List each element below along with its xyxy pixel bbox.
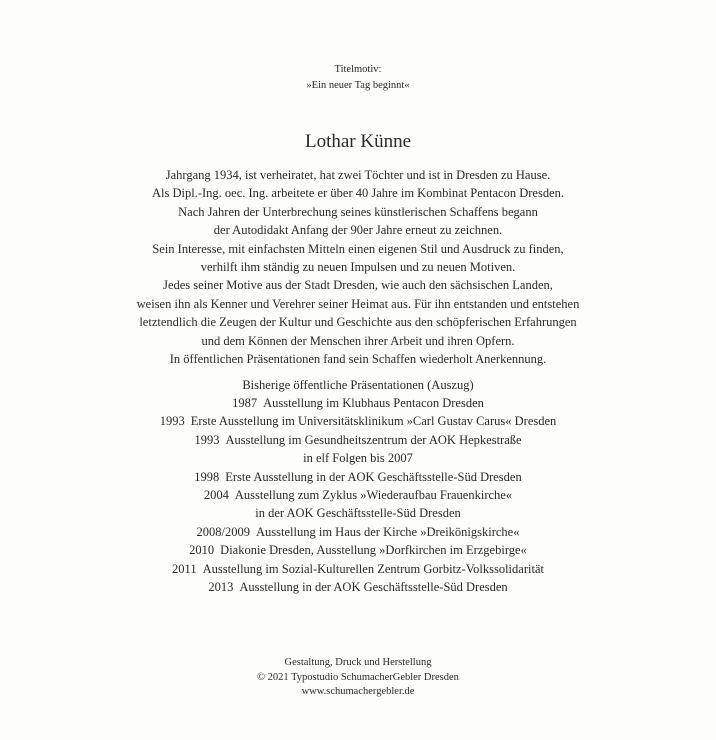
presentation-text: Ausstellung zum Zyklus »Wiederaufbau Frauenkirche« xyxy=(234,488,513,503)
presentation-year: 2013 xyxy=(208,580,234,595)
colophon xyxy=(0,656,716,700)
presentations-heading: Bisherige öffentliche Präsentationen (Auszug) xyxy=(242,378,474,392)
presentation-text: Ausstellung im Sozial-Kulturellen Zentrum Gorbitz-Volkssolidarität xyxy=(202,561,544,576)
presentation-text: Ausstellung im Klubhaus Pentacon Dresden xyxy=(263,396,484,410)
bio-line: und dem Können der Menschen ihrer Arbeit und ihren Opfern. xyxy=(201,333,515,348)
presentation-year: 1998 xyxy=(194,469,220,484)
presentation-item xyxy=(0,412,716,430)
presentation-item xyxy=(0,504,716,522)
presentation-text: Ausstellung im Haus der Kirche »Dreikönigskirche« xyxy=(256,524,520,539)
bio-line: In öffentlichen Präsentationen fand sein Schaffen wiederholt Anerkennung. xyxy=(169,352,547,367)
presentation-item xyxy=(0,523,716,541)
presentation-year: 1993 xyxy=(194,432,220,447)
presentation-text: Ausstellung im Gesundheitszentrum der AOK Hepkestraße xyxy=(225,432,522,447)
bio-line: weisen ihn als Kenner und Verehrer seiner Heimat aus. Für ihn entstanden und entstehen xyxy=(136,296,580,311)
cover-motif-caption xyxy=(0,62,716,94)
bio-line: Nach Jahren der Unterbrechung seines künstlerischen Schaffens begann xyxy=(178,204,538,219)
presentation-text: Ausstellung in der AOK Geschäftsstelle-Süd Dresden xyxy=(239,580,508,595)
bio-line: verhilft ihm ständig zu neuen Impulsen und zu neuen Motiven. xyxy=(200,260,516,275)
bio-line: Jahrgang 1934, ist verheiratet, hat zwei Töchter und ist in Dresden zu Hause. xyxy=(165,168,551,182)
presentation-text: Erste Ausstellung in der AOK Geschäftsstelle-Süd Dresden xyxy=(225,469,522,484)
presentation-year: 2011 xyxy=(172,561,197,576)
presentation-item xyxy=(0,541,716,559)
presentation-year: 1987 xyxy=(232,396,258,410)
biography xyxy=(0,166,716,368)
page-title: Lothar Künne xyxy=(304,131,412,152)
presentations-list xyxy=(0,394,716,596)
colophon-website: www.schumachergebler.de xyxy=(301,686,415,697)
presentation-year: 2004 xyxy=(203,488,229,503)
presentation-year: 2008/2009 xyxy=(196,524,250,539)
bio-line: Jedes seiner Motive aus der Stadt Dresden, wie auch den sächsischen Landen, xyxy=(163,278,553,293)
presentation-item xyxy=(0,468,716,486)
motif-label: Titelmotiv: xyxy=(334,64,382,75)
presentation-item xyxy=(0,394,716,412)
presentation-text: in der AOK Geschäftsstelle-Süd Dresden xyxy=(255,506,461,521)
motif-name: »Ein neuer Tag beginnt« xyxy=(306,80,410,91)
presentation-item xyxy=(0,449,716,467)
presentation-item xyxy=(0,578,716,596)
presentation-item xyxy=(0,431,716,449)
presentation-item xyxy=(0,560,716,578)
presentation-year: 2010 xyxy=(189,543,215,558)
colophon-line: Gestaltung, Druck und Herstellung xyxy=(284,657,432,668)
presentation-text: in elf Folgen bis 2007 xyxy=(303,451,413,466)
presentation-text: Erste Ausstellung im Universitätsklinikum »Carl Gustav Carus« Dresden xyxy=(190,414,557,429)
bio-line: Sein Interesse, mit einfachsten Mitteln einen eigenen Stil und Ausdruck zu finden, xyxy=(152,241,564,256)
bio-line: letztendlich die Zeugen der Kultur und Geschichte aus den schöpferischen Erfahrungen xyxy=(139,315,577,330)
presentation-item xyxy=(0,486,716,504)
colophon-copyright: © 2021 Typostudio SchumacherGebler Dresden xyxy=(257,671,459,683)
presentation-text: Diakonie Dresden, Ausstellung »Dorfkirchen im Erzgebirge« xyxy=(220,543,527,558)
presentation-year: 1993 xyxy=(159,414,185,429)
bio-line: der Autodidakt Anfang der 90er Jahre erneut zu zeichnen. xyxy=(213,223,503,238)
bio-line: Als Dipl.-Ing. oec. Ing. arbeitete er über 40 Jahre im Kombinat Pentacon Dresden. xyxy=(151,186,565,201)
